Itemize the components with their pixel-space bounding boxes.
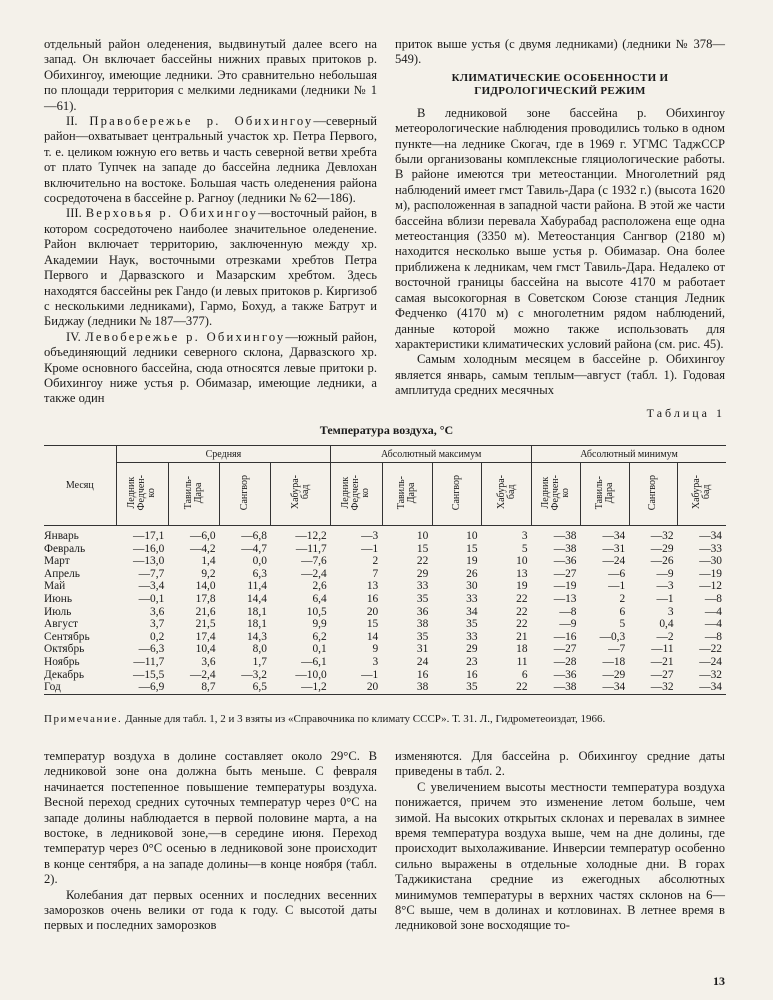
value-cell: 0,1 <box>312 643 327 656</box>
value-cell: 22 <box>516 618 528 631</box>
value-cell: 11,4 <box>247 580 267 593</box>
item-number: IV. <box>66 329 86 344</box>
table-row <box>44 643 726 656</box>
value-cell: —19 <box>699 567 722 580</box>
month-cell: Апрель <box>44 567 80 580</box>
value-cell: —8 <box>559 605 577 618</box>
value-cell: 18,1 <box>246 605 267 618</box>
paragraph: Самым холодным месяцем в бассейне р. Обихингоу является январь, самым теплым—август (табл. 1). Годовая амплитуда средних месячных <box>395 352 725 398</box>
page-number: 13 <box>713 974 725 988</box>
value-cell: —9 <box>559 618 577 631</box>
value-cell: —10,0 <box>295 668 327 681</box>
value-cell: —2 <box>656 630 674 643</box>
value-cell: 35 <box>416 630 429 643</box>
station-header: Хабура- бад <box>271 463 331 526</box>
value-cell: 7 <box>372 567 379 580</box>
paragraph: Колебания дат первых осенних и последних весенних заморозков очень велики от года к году. С высотой даты первых и последних заморозков <box>44 887 377 933</box>
value-cell: 29 <box>416 567 429 580</box>
station-header: Сангвор <box>220 463 271 526</box>
value-cell: 8,0 <box>252 643 267 656</box>
value-cell: 13 <box>366 580 379 593</box>
month-cell: Июнь <box>44 592 73 605</box>
value-cell: 6 <box>521 668 528 681</box>
value-cell: 36 <box>416 605 429 618</box>
value-cell: —16 <box>553 630 577 643</box>
section-heading: КЛИМАТИЧЕСКИЕ ОСОБЕННОСТИ И ГИДРОЛОГИЧЕСКИЙ РЕЖИМ <box>451 71 669 97</box>
value-cell: —38 <box>553 530 577 542</box>
value-cell: —18 <box>602 655 626 668</box>
value-cell: —3 <box>656 580 674 593</box>
value-cell: 35 <box>466 681 478 694</box>
value-cell: 3,6 <box>150 605 165 618</box>
note-label: Примечание. <box>44 713 123 725</box>
value-cell: —1 <box>361 668 379 681</box>
value-cell: —2,4 <box>301 567 327 580</box>
value-cell: —22 <box>699 643 722 656</box>
item-number: III. <box>66 206 86 221</box>
text-column-left-top <box>44 37 377 407</box>
value-cell: —11,7 <box>295 542 327 555</box>
value-cell: —26 <box>650 555 674 568</box>
value-cell: 5 <box>619 618 626 631</box>
value-cell: —9 <box>656 567 674 580</box>
value-cell: 26 <box>466 567 478 580</box>
table-note <box>44 712 726 726</box>
value-cell: —21 <box>650 655 674 668</box>
value-cell: —36 <box>553 668 577 681</box>
value-cell: 3 <box>521 530 528 542</box>
value-cell: —34 <box>602 681 626 694</box>
value-cell: 10 <box>516 555 528 568</box>
value-cell: —12,2 <box>295 530 327 542</box>
value-cell: —30 <box>699 555 722 568</box>
value-cell: 19 <box>516 580 528 593</box>
value-cell: 6,4 <box>312 592 327 605</box>
value-cell: 30 <box>466 580 478 593</box>
value-cell: —27 <box>650 668 674 681</box>
value-cell: —1 <box>608 580 626 593</box>
value-cell: 14,3 <box>246 630 267 643</box>
value-cell: 38 <box>416 681 429 694</box>
value-cell: —29 <box>602 668 626 681</box>
value-cell: 15 <box>416 542 429 555</box>
month-cell: Октябрь <box>44 643 85 656</box>
table-row <box>44 669 726 682</box>
value-cell: —4 <box>704 618 722 631</box>
value-cell: 33 <box>466 592 478 605</box>
value-cell: 23 <box>466 655 478 668</box>
value-cell: —38 <box>553 681 577 694</box>
value-cell: —32 <box>650 681 674 694</box>
value-cell: 6,3 <box>252 567 267 580</box>
value-cell: 3 <box>667 605 674 618</box>
paragraph: отдельный район оледенения, выдвинутый далее всего на запад. Он включает бассейны нижних правых притоков р. Обихингоу, имеющие ледники. Это сравнительно небольшая по площади территория с мелкими ледниками (ледники № 1—61). <box>44 37 377 113</box>
value-cell: 35 <box>416 592 429 605</box>
value-cell: 11 <box>516 655 528 668</box>
value-cell: 13 <box>516 567 528 580</box>
value-cell: —15,5 <box>132 668 165 681</box>
value-cell: 15 <box>466 542 478 555</box>
value-cell: 2 <box>372 555 379 568</box>
group-header: Абсолютный максимум <box>331 446 532 463</box>
region-name: Правобережье р. Обихингоу <box>89 114 314 129</box>
value-cell: 21 <box>516 630 528 643</box>
month-cell: Июль <box>44 605 72 618</box>
value-cell: 10 <box>416 530 429 542</box>
table-row <box>44 618 726 631</box>
table-row <box>44 526 726 543</box>
value-cell: 20 <box>366 681 379 694</box>
value-cell: 22 <box>416 555 429 568</box>
table-row <box>44 555 726 568</box>
value-cell: —7,6 <box>301 555 327 568</box>
value-cell: 16 <box>416 668 429 681</box>
value-cell: 9,2 <box>201 567 216 580</box>
paragraph: С увеличением высоты местности температура воздуха понижается, причем это изменение летом больше, чем зимой. На высоких открытых склонах и перевалах в зимнее время температура воздуха выше, чем на дне долины, где происходит выхолаживание. Инверсии температур особенно сильно выражены в отдельные холодные дни. В горах Таджикистана средние из ежегодных абсолютных минимумов температуры в верхних частях склонов на 6—8°С выше, чем в долинах и котловинах. В летнее время в ледниковой зоне восходящие то- <box>395 779 725 933</box>
value-cell: —6 <box>608 567 626 580</box>
value-cell: —8 <box>704 630 722 643</box>
value-cell: 18 <box>516 643 528 656</box>
value-cell: 14,4 <box>246 592 267 605</box>
value-cell: 21,6 <box>195 605 216 618</box>
value-cell: —7,7 <box>138 567 165 580</box>
month-cell: Январь <box>44 530 79 542</box>
value-cell: 19 <box>466 555 478 568</box>
table-row <box>44 631 726 644</box>
value-cell: 14 <box>366 630 379 643</box>
value-cell: —11 <box>651 643 674 656</box>
table-row <box>44 606 726 619</box>
value-cell: 14,0 <box>195 580 216 593</box>
value-cell: 34 <box>466 605 478 618</box>
value-cell: 20 <box>366 605 379 618</box>
table-label: Таблица 1 <box>646 406 725 420</box>
value-cell: 15 <box>366 618 379 631</box>
value-cell: 17,4 <box>195 630 216 643</box>
table-row <box>44 681 726 694</box>
value-cell: —38 <box>553 542 577 555</box>
value-cell: 1,7 <box>252 655 267 668</box>
value-cell: 38 <box>416 618 429 631</box>
text-column-right-bottom <box>395 749 725 934</box>
table-row <box>44 656 726 669</box>
value-cell: 6,5 <box>252 681 267 694</box>
value-cell: 3 <box>372 655 379 668</box>
value-cell: —28 <box>553 655 577 668</box>
station-header: Тавиль- Дара <box>382 463 432 526</box>
value-cell: 22 <box>516 681 528 694</box>
group-header: Абсолютный минимум <box>532 446 726 463</box>
value-cell: —6,3 <box>138 643 165 656</box>
value-cell: —1 <box>656 592 674 605</box>
text-column-right-top <box>395 37 725 399</box>
value-cell: —19 <box>553 580 577 593</box>
station-header: Ледник Федчен- ко <box>331 463 383 526</box>
value-cell: 6,2 <box>312 630 327 643</box>
value-cell: 9 <box>372 643 379 656</box>
month-cell: Сентябрь <box>44 630 90 643</box>
value-cell: 0,4 <box>659 618 674 631</box>
value-cell: 35 <box>466 618 478 631</box>
month-cell: Ноябрь <box>44 655 80 668</box>
value-cell: 22 <box>516 592 528 605</box>
value-cell: —24 <box>602 555 626 568</box>
value-cell: —17,1 <box>132 530 165 542</box>
value-cell: 10 <box>466 530 478 542</box>
value-cell: 0,0 <box>252 555 267 568</box>
value-cell: —4,2 <box>189 542 216 555</box>
table-row <box>44 580 726 593</box>
group-header: Средняя <box>116 446 331 463</box>
paragraph <box>44 330 377 407</box>
value-cell: —11,7 <box>133 655 165 668</box>
value-cell: —1 <box>361 542 379 555</box>
month-cell: Август <box>44 618 79 631</box>
value-cell: 16 <box>366 592 379 605</box>
value-cell: 2,6 <box>312 580 327 593</box>
table-row <box>44 543 726 556</box>
table-body <box>44 526 726 695</box>
value-cell: 33 <box>466 630 478 643</box>
value-cell: —3,4 <box>138 580 165 593</box>
paragraph <box>44 206 377 329</box>
month-cell: Декабрь <box>44 668 85 681</box>
value-cell: 18,1 <box>246 618 267 631</box>
paragraph-text: —восточный район, в котором сосредоточено наиболее значительное оледенение. Район включает территорию, заключенную между хр. Академии Наук, восточными отрезками хребтов Петра Первого и Дарвазского и Мазарским хребтом. Здесь находятся бассейны рек Гандо (и левых притоков р. Киргизоб с несколькими ледниками), Гармо, Бохуд, а также Батрут и Биджау (ледники № 187—377). <box>44 206 378 329</box>
value-cell: —34 <box>699 681 722 694</box>
value-cell: —27 <box>553 567 577 580</box>
paragraph: изменяются. Для бассейна р. Обихингоу средние даты приведены в табл. 2. <box>395 749 725 779</box>
value-cell: 1,4 <box>201 555 216 568</box>
station-header: Тавиль- Дара <box>168 463 219 526</box>
value-cell: 33 <box>416 580 429 593</box>
value-cell: —4 <box>704 605 722 618</box>
value-cell: —29 <box>650 542 674 555</box>
value-cell: 5 <box>521 542 528 555</box>
value-cell: —13 <box>553 592 577 605</box>
value-cell: 0,2 <box>150 630 165 643</box>
month-header: Месяц <box>44 446 116 526</box>
value-cell: —36 <box>553 555 577 568</box>
value-cell: —13,0 <box>132 555 165 568</box>
value-cell: —24 <box>699 655 722 668</box>
value-cell: —33 <box>699 542 722 555</box>
paragraph <box>44 114 377 206</box>
value-cell: 22 <box>516 605 528 618</box>
table-title: Температура воздуха, °С <box>319 423 454 437</box>
value-cell: —1,2 <box>301 681 327 694</box>
item-number: II. <box>66 114 90 129</box>
value-cell: 8,7 <box>201 681 216 694</box>
value-cell: 31 <box>416 643 429 656</box>
region-name: Верховья р. Обихингоу <box>85 206 259 221</box>
value-cell: 3,7 <box>150 618 165 631</box>
value-cell: —32 <box>650 530 674 542</box>
station-header: Хабура- бад <box>678 463 726 526</box>
month-cell: Год <box>44 681 61 694</box>
table-row <box>44 568 726 581</box>
value-cell: —2,4 <box>189 668 216 681</box>
station-header: Тавиль- Дара <box>581 463 630 526</box>
station-header: Ледник Федчен- ко <box>532 463 581 526</box>
paragraph: температур воздуха в долине составляет около 29°С. В ледниковой зоне она должна быть меньше. С февраля начинается постепенное повышение температуры воздуха. Весной переход средних суточных температур через 0°С на западе долины наблюдается в первой половине марта, а на востоке, в ледниковой зоне,—в середине июня. Переход температур через 0°С осенью в ледниковой зоне происходит в конце сентября, а на западе долины—в конце ноября (табл. 2). <box>44 749 377 887</box>
month-cell: Май <box>44 580 66 593</box>
station-header: Сангвор <box>629 463 677 526</box>
value-cell: 29 <box>466 643 478 656</box>
value-cell: —32 <box>699 668 722 681</box>
value-cell: —3 <box>361 530 379 542</box>
value-cell: 2 <box>619 592 626 605</box>
month-cell: Февраль <box>44 542 86 555</box>
value-cell: —27 <box>553 643 577 656</box>
note-text: Данные для табл. 1, 2 и 3 взяты из «Справочника по климату СССР». Т. 31. Л., Гидрометеоиздат, 1966. <box>122 713 606 725</box>
value-cell: —34 <box>699 530 722 542</box>
value-cell: —3,2 <box>241 668 267 681</box>
value-cell: —31 <box>602 542 626 555</box>
text-column-left-bottom <box>44 749 377 934</box>
month-cell: Март <box>44 555 70 568</box>
region-name: Левобережье р. Обихингоу <box>85 329 286 344</box>
value-cell: 17,8 <box>195 592 216 605</box>
value-cell: 21,5 <box>195 618 216 631</box>
station-header: Сангвор <box>432 463 481 526</box>
paragraph-text: —южный район, объединяющий ледники северного склона, Дарвазского хр. Кроме основного бассейна, сюда относятся левые притоки р. Обихингоу ниже устья р. Обимазар, имеющие ледники, а также один <box>44 329 377 406</box>
value-cell: 10,5 <box>306 605 327 618</box>
value-cell: 6 <box>619 605 626 618</box>
value-cell: —0,1 <box>138 592 165 605</box>
value-cell: —34 <box>602 530 626 542</box>
value-cell: 10,4 <box>195 643 216 656</box>
value-cell: —6,9 <box>138 681 165 694</box>
value-cell: —4,7 <box>241 542 267 555</box>
value-cell: 24 <box>416 655 429 668</box>
value-cell: —6,0 <box>189 530 216 542</box>
value-cell: 9,9 <box>312 618 327 631</box>
station-header: Хабура- бад <box>482 463 532 526</box>
value-cell: —7 <box>608 643 626 656</box>
table-row <box>44 593 726 606</box>
paragraph: В ледниковой зоне бассейна р. Обихингоу метеорологические наблюдения проводились только в одном пункте—на леднике Скогач, где в 1969 г. УГМС ТаджССР были организованы комплексные гляциологические работы. В районе имеются три метеостанции. Многолетний ряд наблюдений имеет гмст Тавиль-Дара (с 1932 г.) (высота 1620 м), расположенная в западной части района. В этой же части бассейна вблизи перевала Хабурабад расположена еще одна метеостанция (3350 м). Метеостанция Сангвор (2180 м) находится несколько выше устья р. Обимазар. Она более приближена к ледникам, чем гмст Тавиль-Дара. Недалеко от восточной границы бассейна на высоте 4170 м работает самая высокогорная в Советском Союзе станция Ледник Федченко (4170 м) с многолетним рядом наблюдений, данные которой можно также использовать для характеристики климатических условий района (см. рис. 45). <box>395 105 725 351</box>
value-cell: —0,3 <box>599 630 626 643</box>
paragraph: приток выше устья (с двумя ледниками) (ледники № 378—549). <box>395 37 725 67</box>
value-cell: 3,6 <box>201 655 216 668</box>
temperature-table <box>44 445 726 695</box>
value-cell: —6,8 <box>241 530 267 542</box>
value-cell: —12 <box>699 580 722 593</box>
station-header: Ледник Федчен- ко <box>116 463 168 526</box>
value-cell: 16 <box>466 668 478 681</box>
value-cell: —8 <box>704 592 722 605</box>
paragraph-text: —северный район—охватывает центральный участок хр. Петра Первого, т. е. целиком южную его ветвь и часть северной ветви хребта от плато Тупчек на западе до бассейна ледника Девлохан включительно на востоке. Большая часть оледенения района сосредоточена в бассейне р. Рагноу (ледники № 62—186). <box>44 114 377 206</box>
value-cell: —6,1 <box>301 655 327 668</box>
value-cell: —16,0 <box>132 542 165 555</box>
